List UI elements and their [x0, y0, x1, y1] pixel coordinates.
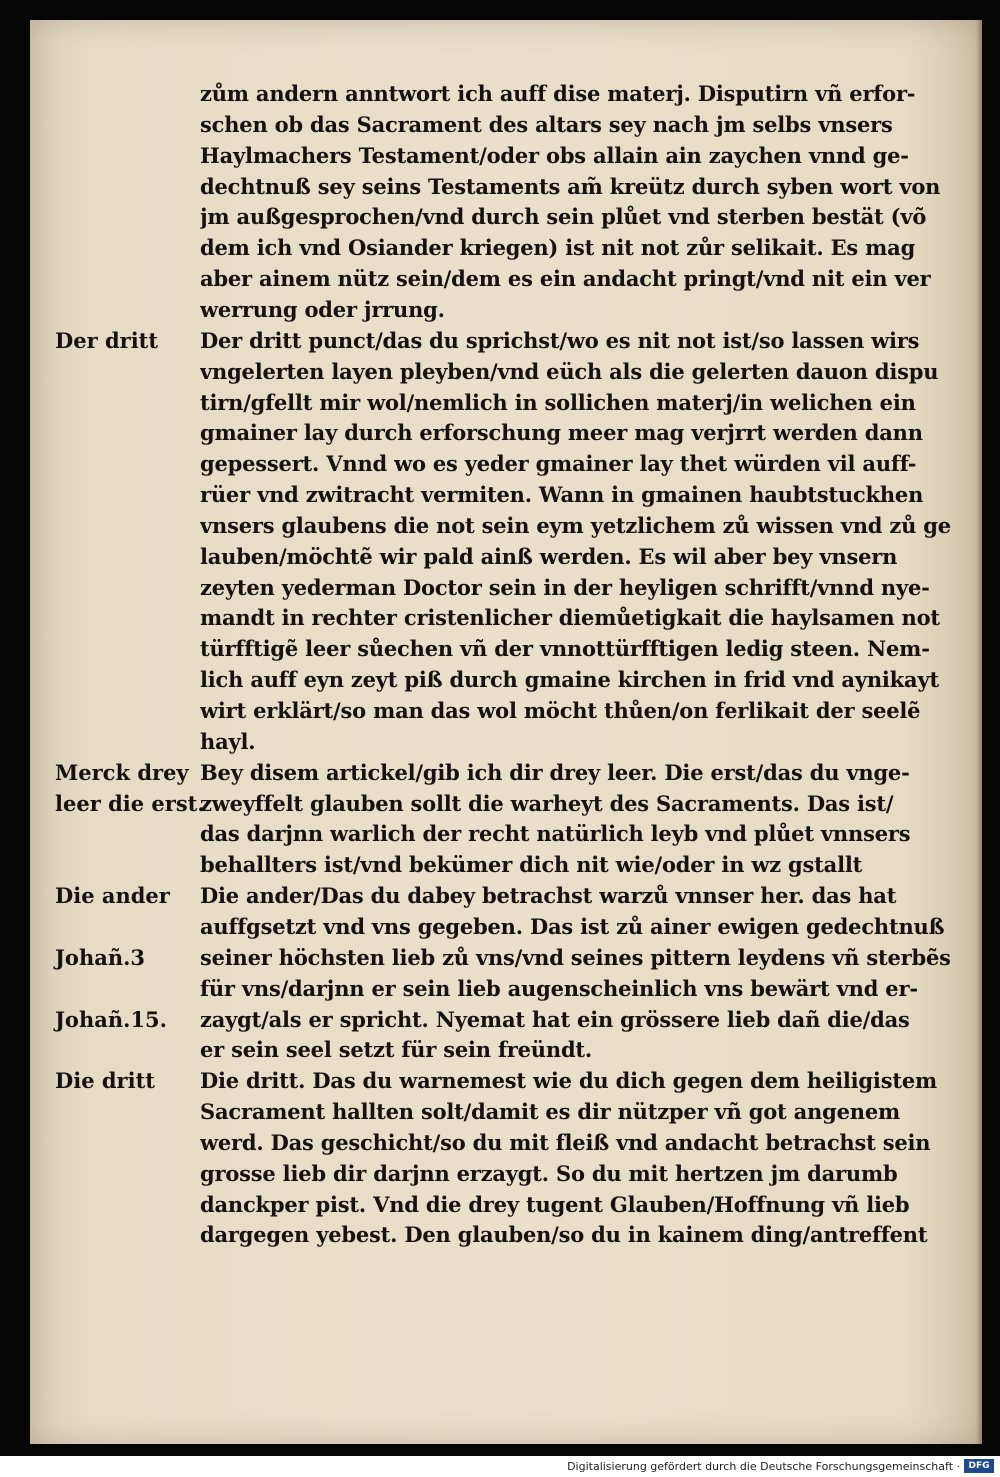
text-line: dechtnuß sey seins Testaments am̃ kreütz durch syben wort von [200, 173, 941, 199]
text-line: jm außgesprochen/vnd durch sein plůet vnd sterben bestät (võ [200, 204, 927, 230]
footer-credit: Digitalisierung gefördert durch die Deutsche Forschungsgemeinschaft · [567, 1460, 960, 1473]
text-line: Haylmachers Testament/oder obs allain ain zaychen vnnd ge- [200, 142, 909, 168]
text-line: dem ich vnd Osiander kriegen) ist nit not zůr selikait. Es mag [200, 235, 916, 261]
footer-bar [0, 1456, 1000, 1477]
text-line: wirt erklärt/so man das wol möcht thůen/on ferlikait der seelẽ [200, 698, 921, 723]
text-line: zweyffelt glauben sollt die warheyt des Sacraments. Das ist/ [200, 790, 894, 816]
text-line: werrung oder jrrung. [200, 296, 445, 322]
text-line: gepessert. Vnnd wo es yeder gmainer lay thet würden vil auff- [200, 451, 917, 477]
text-line: zeyten yederman Doctor sein in der heyligen schrifft/vnnd nye- [200, 574, 930, 600]
text-line: zům andern anntwort ich auff dise materj. Disputirn vñ erfor- [200, 81, 916, 106]
text-line: Die ander/Das du dabey betrachst warzů vnnser her. das hat [200, 883, 897, 909]
text-line: hayl. [200, 728, 256, 754]
margin-note: Der dritt [55, 327, 159, 353]
text-line: für vns/darjnn er sein lieb augenscheinlich vns bewärt vnd er- [200, 975, 918, 1001]
text-line: vnsers glaubens die not sein eym yetzlichem zů wissen vnd zů ge [200, 512, 951, 538]
text-line: mandt in rechter cristenlicher diemůetigkait die haylsamen not [200, 605, 940, 631]
text-line: er sein seel setzt für sein freündt. [200, 1037, 593, 1063]
text-line: lauben/möchtẽ wir pald ainß werden. Es wil aber bey vnsern [200, 543, 898, 569]
text-line: rüer vnd zwitracht vermiten. Wann in gmainen haubtstuckhen [200, 482, 924, 508]
text-line: Sacrament hallten solt/damit es dir nützper vñ got angenem [200, 1099, 901, 1125]
text-line: behallters ist/vnd bekümer dich nit wie/oder in wz gstallt [200, 852, 863, 878]
text-line: Die dritt. Das du warnemest wie du dich gegen dem heiligistem [200, 1068, 938, 1094]
margin-note: Die dritt [55, 1068, 155, 1094]
text-line: lich auff eyn zeyt piß durch gmaine kirchen in frid vnd aynikayt [200, 667, 939, 693]
text-line: Bey disem artickel/gib ich dir drey leer. Die erst/das du vnge- [200, 759, 910, 785]
text-line: gmainer lay durch erforschung meer mag verjrrt werden dann [200, 420, 923, 446]
margin-note: leer die erst. [55, 790, 205, 816]
text-line: vngelerten layen pleyben/vnd eüch als die gelerten dauon dispu [200, 358, 939, 384]
text-line: schen ob das Sacrament des altars sey nach jm selbs vnsers [200, 111, 893, 137]
text-line: dargegen yebest. Den glauben/so du in kainem ding/antreffent [200, 1222, 928, 1248]
text-line: tirn/gfellt mir wol/nemlich in sollichen materj/in welichen ein [200, 389, 916, 415]
margin-note: Die ander [55, 883, 170, 909]
text-line: seiner höchsten lieb zů vns/vnd seines pittern leydens vñ sterbẽs [200, 944, 951, 970]
dfg-logo: DFG [964, 1459, 994, 1473]
margin-note: Johañ.3 [55, 944, 146, 970]
page-edge-shadow [976, 20, 982, 1444]
text-line: türfftigẽ leer sůechen vñ der vnnottürfftigen ledig steen. Nem- [200, 636, 930, 662]
margin-note: Johañ.15. [55, 1006, 167, 1032]
margin-note: Merck drey [55, 759, 189, 785]
text-line: danckper pist. Vnd die drey tugent Glauben/Hoffnung vñ lieb [200, 1191, 910, 1217]
text-line: aber ainem nütz sein/dem es ein andacht pringt/vnd nit ein ver [200, 266, 931, 292]
text-line: Der dritt punct/das du sprichst/wo es nit not ist/so lassen wirs [200, 327, 920, 353]
text-line: werd. Das geschicht/so du mit fleiß vnd andacht betrachst sein [200, 1129, 931, 1155]
text-line: grosse lieb dir darjnn erzaygt. So du mit hertzen jm darumb [200, 1160, 898, 1186]
text-line: das darjnn warlich der recht natürlich leyb vnd plůet vnnsers [200, 821, 911, 847]
text-line: zaygt/als er spricht. Nyemat hat ein grössere lieb dañ die/das [200, 1006, 910, 1032]
text-line: auffgsetzt vnd vns gegeben. Das ist zů ainer ewigen gedechtnuß [200, 913, 945, 939]
